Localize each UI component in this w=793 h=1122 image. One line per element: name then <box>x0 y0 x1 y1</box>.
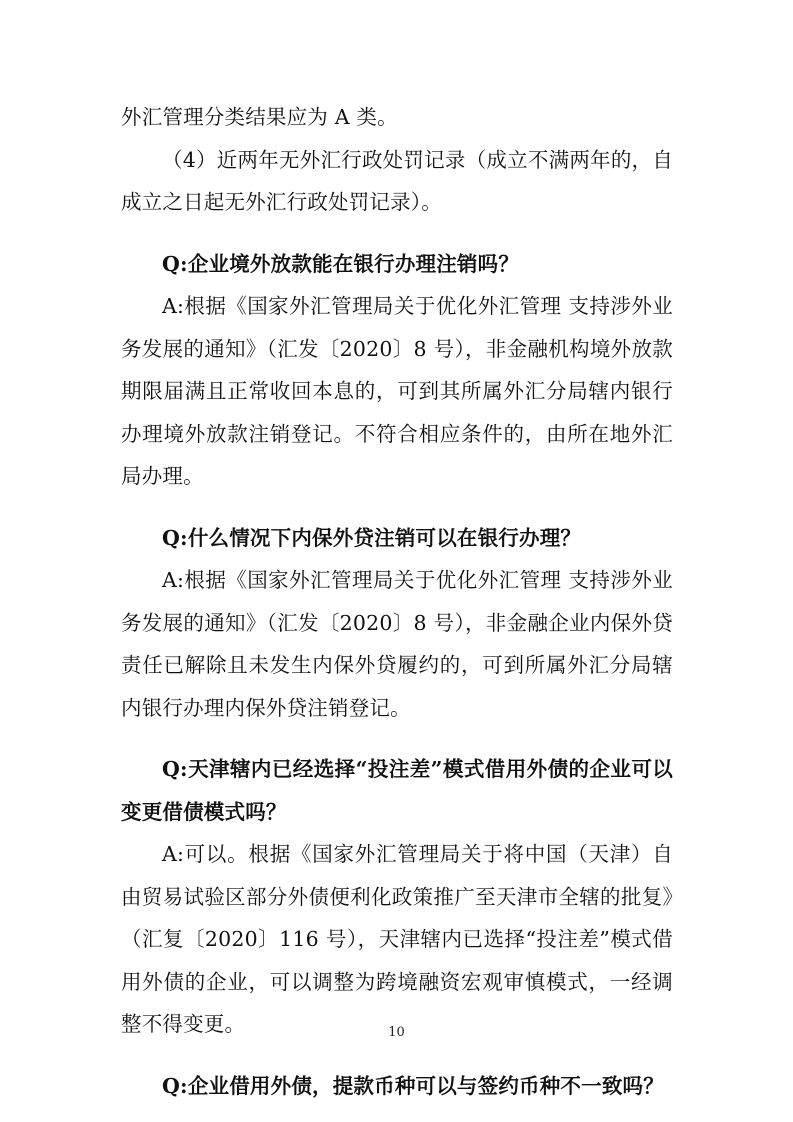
section-gap <box>121 729 673 748</box>
paragraph-category-result: 外汇管理分类结果应为 A 类。 <box>121 105 398 129</box>
paragraph-no-penalty-record: （4）近两年无外汇行政处罚记录（成立不满两年的，自成立之日起无外汇行政处罚记录）。 <box>121 147 673 214</box>
section-gap <box>121 498 673 517</box>
question-tianjin-debt-mode: Q:天津辖内已经选择“投注差”模式借用外债的企业可以变更借债模式吗？ <box>121 757 673 824</box>
document-body <box>121 96 673 1107</box>
section-gap <box>121 224 673 243</box>
answer-guarantee-cancellation: A:根据《国家外汇管理局关于优化外汇管理 支持涉外业务发展的通知》（汇发〔2020〕8 号），非金融企业内保外贷责任已解除且未发生内保外贷履约的，可到所属外汇分局辖内银行办理内保外贷注销登记。 <box>121 568 673 720</box>
answer-tianjin-debt-mode: A:可以。根据《国家外汇管理局关于将中国（天津）自由贸易试验区部分外债便利化政策推广至天津市全辖的批复》（汇复〔2020〕116 号），天津辖内已选择“投注差”模式借用外债的企业，可以调整为跨境融资宏观审慎模式，一经调整不得变更。 <box>121 842 673 1036</box>
question-guarantee-cancellation: Q:什么情况下内保外贷注销可以在银行办理？ <box>162 525 582 550</box>
question-withdrawal-currency: Q:企业借用外债，提款币种可以与签约币种不一致吗？ <box>162 1073 664 1098</box>
answer-overseas-loan-cancellation: A:根据《国家外汇管理局关于优化外汇管理 支持涉外业务发展的通知》（汇发〔2020〕8 号），非金融机构境外放款期限届满且正常收回本息的，可到其所属外汇分局辖内银行办理境外放款注销登记。不符合相应条件的，由所在地外汇局办理。 <box>121 294 673 488</box>
question-overseas-loan-cancellation: Q:企业境外放款能在银行办理注销吗？ <box>162 251 520 276</box>
section-gap <box>121 1046 673 1065</box>
page-number: 10 <box>388 1025 405 1040</box>
